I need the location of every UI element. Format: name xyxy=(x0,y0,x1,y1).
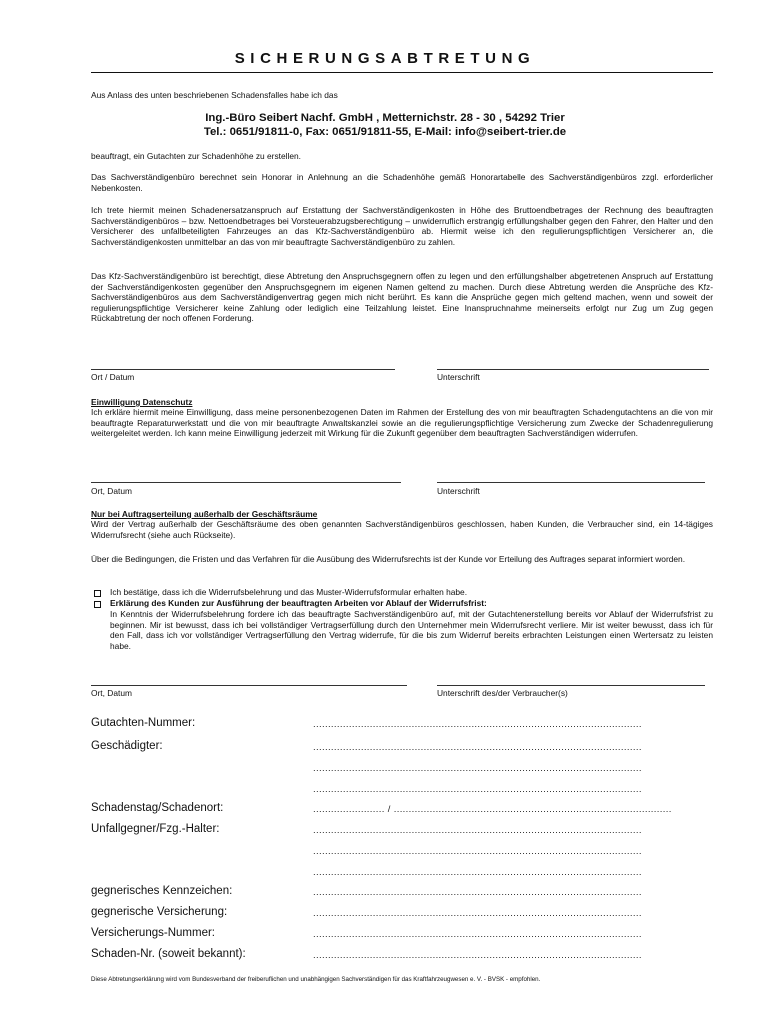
field-label-injured-party: Geschädigter: xyxy=(91,740,163,752)
fee-paragraph: Das Sachverständigenbüro berechnet sein Honorar in Anlehnung an die Schadenhöhe gemäß Honorartabelle des Sachverständigenbüros zzgl. erforderlicher Nebenkosten. xyxy=(91,172,713,193)
field-input-opponent-holder-1[interactable]: .............................................................................................................. xyxy=(313,825,642,836)
field-input-damage-date[interactable]: ........................ xyxy=(313,804,385,815)
footer-note: Diese Abtretungserklärung wird vom Bundesverband der freiberuflichen und unabhängigen Sachverständigen für das Kraftfahrzeugwesen e. V. - BVSK - empfohlen. xyxy=(91,976,541,983)
signature-line-signature[interactable] xyxy=(437,369,709,370)
field-input-injured-party-3[interactable]: .............................................................................................................. xyxy=(313,784,642,795)
disclosure-paragraph: Das Kfz-Sachverständigenbüro ist berechtigt, diese Abtretung den Anspruchsgegnern offen zu legen und den erfüllungshalber abgetretenen Anspruch auf Erstattung der Sachverständigenkosten gegenüber den Anspruchsgegnern im eigenen Namen geltend zu machen. Durch diese Abtretung werden die Ansprüche des Kfz-Sachverständigenbüros aus dem Sachverständigenvertrag gegen mich nicht berührt. Es kann die Ansprüche gegen mich geltend machen, wenn und soweit der regulierungspflichtige Versicherer keine Zahlung oder lediglich eine Teilzahlung leistet. Eine Inanspruchnahme meinerseits erfolgt nur Zug um Zug gegen Rückabtretung der noch offenen Forderung. xyxy=(91,271,713,324)
offsite-text: Wird der Vertrag außerhalb der Geschäftsräume des oben genannten Sachverständigenbüros geschlossen, haben Kunden, die Verbraucher sind, ein 14-tägiges Widerrufsrecht (siehe auch Rückseite). xyxy=(91,519,713,540)
field-input-opponent-insurance[interactable]: .............................................................................................................. xyxy=(313,908,642,919)
place-date-label: Ort / Datum xyxy=(91,372,135,382)
place-date-label-2: Ort, Datum xyxy=(91,486,132,496)
field-input-damage-date-place[interactable] xyxy=(313,804,708,815)
field-input-injured-party-1[interactable]: .............................................................................................................. xyxy=(313,742,642,753)
place-date-label-3: Ort, Datum xyxy=(91,688,132,698)
early-start-text: In Kenntnis der Widerrufsbelehrung fordere ich das beauftragte Sachverständigenbüro auf, mit der Gutachtenerstellung bereits vor Ablauf der Widerrufsfrist zu beginnen. Mir ist bewusst, dass ich bei vollständiger Vertragserfüllung durch den Unternehmer mein Widerrufsrecht verliere. Mir ist weiter bewusst, dass ich für den Fall, dass ich vor vollständiger Vertragserfüllung den Vertrag widerrufe, für die bis zum Widerruf bereits erbrachten Leistungen einen Wertersatz zu leisten habe. xyxy=(110,609,713,651)
signature-line-signature-2[interactable] xyxy=(437,482,705,483)
checkbox-receipt[interactable] xyxy=(94,590,101,597)
commission-text: beauftragt, ein Gutachten zur Schadenhöhe zu erstellen. xyxy=(91,151,301,161)
assignment-paragraph: Ich trete hiermit meinen Schadenersatzanspruch auf Erstattung der Sachverständigenkosten in Höhe des Bruttoendbetrages der Rechnung des beauftragten Sachverständigenbüros – bzw. Nettoendbetrages bei Vorsteuerabzugsberechtigung – unwiderruflich erstrangig erfüllungshalber gegen den Fahrer, den Halter und den Versicherer des unfallbeteiligten Fahrzeuges an das Kfz-Sachverständigenbüro ab. Hiermit weise ich den regulierungspflichtigen Versicherer an, die Sachverständigenkosten unmittelbar an das von mir beauftragte Sachverständigenbüro zu zahlen. xyxy=(91,205,713,247)
field-label-report-number: Gutachten-Nummer: xyxy=(91,717,196,729)
field-input-insurance-number[interactable]: .............................................................................................................. xyxy=(313,929,642,940)
signature-line-place-date-2[interactable] xyxy=(91,482,401,483)
field-label-insurance-number: Versicherungs-Nummer: xyxy=(91,927,215,939)
signature-label-2: Unterschrift xyxy=(437,486,480,496)
field-input-opponent-holder-3[interactable]: .............................................................................................................. xyxy=(313,867,642,878)
field-label-opponent-plate: gegnerisches Kennzeichen: xyxy=(91,885,233,897)
signature-line-place-date[interactable] xyxy=(91,369,395,370)
signature-label: Unterschrift xyxy=(437,372,480,382)
field-input-report-number[interactable]: .............................................................................................................. xyxy=(313,719,642,730)
consumer-signature-label: Unterschrift des/der Verbraucher(s) xyxy=(437,688,568,698)
checkbox-receipt-label: Ich bestätige, dass ich die Widerrufsbelehrung und das Muster-Widerrufsformular erhalten habe. xyxy=(110,587,468,597)
offsite-conditions-text: Über die Bedingungen, die Fristen und das Verfahren für die Ausübung des Widerrufsrechts ist der Kunde vor Erteilung des Auftrages separat informiert worden. xyxy=(91,554,686,564)
checkbox-early-start[interactable] xyxy=(94,601,101,608)
field-label-damage-date-place: Schadenstag/Schadenort: xyxy=(91,802,224,814)
field-label-claim-number: Schaden-Nr. (soweit bekannt): xyxy=(91,948,246,960)
signature-line-consumer[interactable] xyxy=(437,685,705,686)
field-label-opponent-holder: Unfallgegner/Fzg.-Halter: xyxy=(91,823,220,835)
field-input-claim-number[interactable]: .............................................................................................................. xyxy=(313,950,642,961)
field-separator: / xyxy=(384,804,394,815)
offsite-heading: Nur bei Auftragserteilung außerhalb der Geschäftsräume xyxy=(91,509,318,519)
page-title: SICHERUNGSABTRETUNG xyxy=(234,50,536,67)
privacy-heading: Einwilligung Datenschutz xyxy=(91,397,193,407)
intro-text: Aus Anlass des unten beschriebenen Schadensfalles habe ich das xyxy=(91,90,338,100)
field-input-injured-party-2[interactable]: .............................................................................................................. xyxy=(313,763,642,774)
title-rule xyxy=(91,72,713,73)
privacy-text: Ich erkläre hiermit meine Einwilligung, dass meine personenbezogenen Daten im Rahmen der Erstellung des von mir beauftragten Schadengutachtens an die von mir beauftragte Reparaturwerkstatt und die von mir beauftragte Anwaltskanzlei sowie an die regulierungspflichtige Versicherung zum Zwecke der Schadenregulierung weitergeleitet werden. Ich kann meine Einwilligung jederzeit mit Wirkung für die Zukunft gegenüber dem beauftragten Sachverständigen widerrufen. xyxy=(91,407,713,439)
firm-name: Ing.-Büro Seibert Nachf. GmbH , Metternichstr. 28 - 30 , 54292 Trier xyxy=(205,112,565,124)
field-label-opponent-insurance: gegnerische Versicherung: xyxy=(91,906,228,918)
checkbox-early-start-label: Erklärung des Kunden zur Ausführung der beauftragten Arbeiten vor Ablauf der Widerrufsfrist: xyxy=(110,598,487,608)
field-input-opponent-plate[interactable]: .............................................................................................................. xyxy=(313,887,642,898)
firm-contact: Tel.: 0651/91811-0, Fax: 0651/91811-55, E-Mail: info@seibert-trier.de xyxy=(203,126,567,138)
field-input-damage-place[interactable]: ............................................................................................. xyxy=(393,804,672,815)
signature-line-place-date-3[interactable] xyxy=(91,685,407,686)
field-input-opponent-holder-2[interactable]: .............................................................................................................. xyxy=(313,846,642,857)
